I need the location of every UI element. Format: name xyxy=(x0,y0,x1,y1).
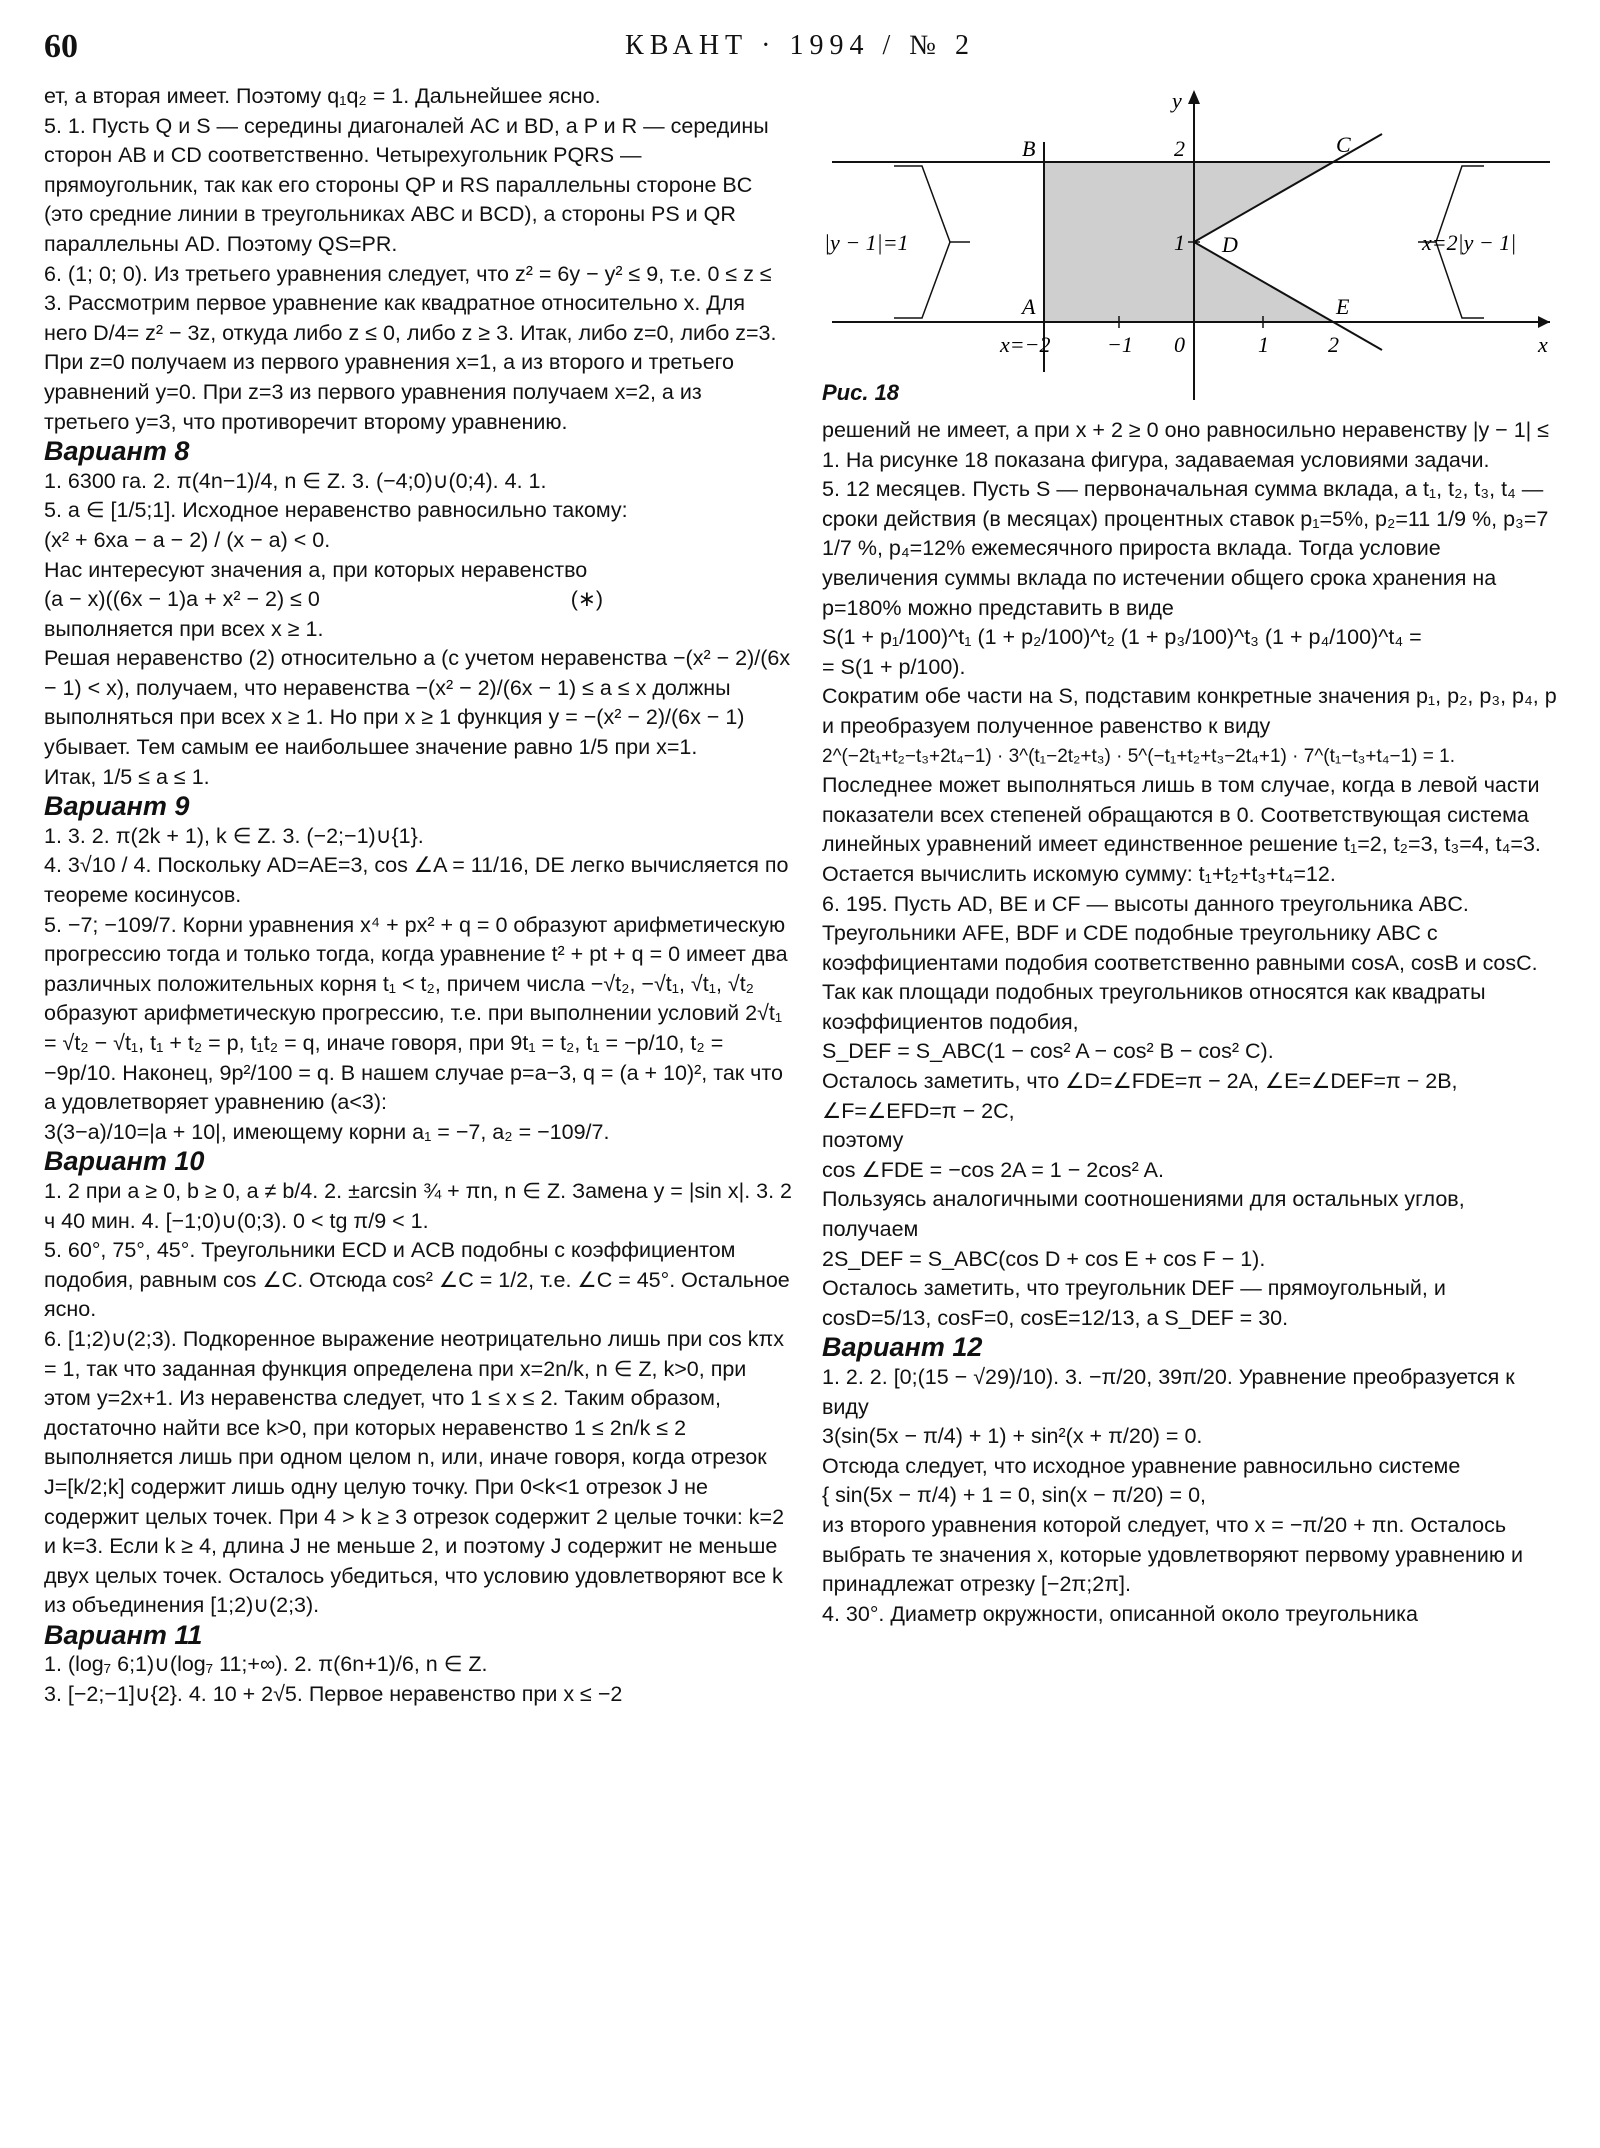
paragraph: Отсюда следует, что исходное уравнение равносильно системе xyxy=(822,1453,1461,1478)
paragraph: Пользуясь аналогичными соотношениями для остальных углов, получаем xyxy=(822,1187,1465,1242)
section-heading: Вариант 11 xyxy=(44,1619,203,1650)
label-y-axis: y xyxy=(1172,88,1182,113)
paragraph: 5. 12 месяцев. Пусть S — первоначальная сумма вклада, а t₁, t₂, t₃, t₄ — сроки действия (в месяцах) процентных ставок p₁=5%, p₂=11 1/9 %, p₃=7 1/7 %, p₄=12% ежемесячного прироста вклада. Тогда условие увеличения суммы вклада по истечении общего срока хранения на p=180% можно представить в виде xyxy=(822,477,1549,620)
label-a: A xyxy=(1022,294,1036,319)
paragraph: 6. (1; 0; 0). Из третьего уравнения следует, что z² = 6y − y² ≤ 9, т.е. 0 ≤ z ≤ 3. Рассмотрим первое уравнение как квадратное относительно x. Для него D/4= z² − 3z, откуда либо z ≤ 0, либо z ≥ 3. Итак, либо z=0, либо z=3. При z=0 получаем из первого уравнения x=1, а из второго и третьего уравнений y=0. При z=3 из первого уравнения получаем x=2, а из третьего y=3, что противоречит второму уравнению. xyxy=(44,261,777,434)
section-heading: Вариант 12 xyxy=(822,1332,983,1363)
label-one-y: 1 xyxy=(1174,230,1185,255)
label-d: D xyxy=(1222,232,1238,257)
paragraph: 1. 2 при a ≥ 0, b ≥ 0, a ≠ b/4. 2. ±arcsin ¾ + πn, n ∈ Z. Замена y = |sin x|. 3. 2 ч 40 мин. 4. [−1;0)∪(0;3). 0 < tg π/9 < 1. xyxy=(44,1178,793,1233)
paragraph: 5. 1. Пусть Q и S — середины диагоналей AC и BD, a P и R — середины сторон AB и CD соответственно. Четырехугольник PQRS — прямоугольник, так как его стороны QP и RS параллельны стороне BC (это средние линии в треугольниках ABC и BCD), а стороны PS и QR параллельны AD. Поэтому QS=PR. xyxy=(44,113,769,256)
label-x-minus-1: −1 xyxy=(1107,332,1133,357)
y-axis-arrow xyxy=(1188,90,1200,104)
figure-18 xyxy=(822,82,1560,482)
section-heading: Вариант 9 xyxy=(44,791,190,822)
label-x-axis: x xyxy=(1538,332,1548,357)
formula: cos ∠FDE = −cos 2A = 1 − 2cos² A. xyxy=(822,1157,1164,1182)
paragraph: Итак, 1/5 ≤ a ≤ 1. xyxy=(44,764,210,789)
paragraph: Решая неравенство (2) относительно a (с учетом неравенства −(x² − 2)/(6x − 1) < x), получаем, что неравенства −(x² − 2)/(6x − 1) ≤ a ≤ x должны выполняться при всех x ≥ 1. Но при x ≥ 1 функция y = −(x² − 2)/(6x − 1) убывает. Тем самым ее наибольшее значение равно 1/5 при x=1. xyxy=(44,646,791,760)
paragraph: 3. [−2;−1]∪{2}. 4. 10 + 2√5. Первое неравенство при x ≤ −2 xyxy=(44,1682,623,1707)
label-eq-left: |y − 1|=1 xyxy=(824,230,909,255)
paragraph: 1. 6300 га. 2. π(4n−1)/4, n ∈ Z. 3. (−4;0)∪(0;4). 4. 1. xyxy=(44,468,547,493)
label-x-1: 1 xyxy=(1258,332,1269,357)
journal-title: КВАНТ · 1994 / № 2 xyxy=(625,30,975,61)
left-column xyxy=(44,82,792,1710)
paragraph: 1. 3. 2. π(2k + 1), k ∈ Z. 3. (−2;−1)∪{1}. xyxy=(44,823,424,848)
formula: { sin(5x − π/4) + 1 = 0, sin(x − π/20) = 0, xyxy=(822,1483,1207,1508)
x-axis-arrow xyxy=(1538,316,1550,328)
formula: 2^(−2t₁+t₂−t₃+2t₄−1) · 3^(t₁−2t₂+t₃) · 5^(−t₁+t₂+t₃−2t₄+1) · 7^(t₁−t₃+t₄−1) = 1. xyxy=(822,745,1455,767)
label-e: E xyxy=(1336,294,1350,319)
right-column xyxy=(822,82,1560,1629)
paragraph: 1. (log₇ 6;1)∪(log₇ 11;+∞). 2. π(6n+1)/6, n ∈ Z. xyxy=(44,1652,488,1677)
paragraph: 4. 30°. Диаметр окружности, описанной около треугольника xyxy=(822,1601,1418,1626)
paragraph: Сократим обе части на S, подставим конкретные значения p₁, p₂, p₃, p₄, p и преобразуем полученное равенство к виду xyxy=(822,684,1557,738)
formula: 2S_DEF = S_ABC(cos D + cos E + cos F − 1). xyxy=(822,1246,1266,1271)
label-zero: 0 xyxy=(1174,332,1185,357)
paragraph: 1. 2. 2. [0;(15 − √29)/10). 3. −π/20, 39π/20. Уравнение преобразуется к виду xyxy=(822,1365,1515,1419)
label-eq-right: x=2|y − 1| xyxy=(1422,230,1517,255)
paragraph: 5. −7; −109/7. Корни уравнения x⁴ + px² + q = 0 образуют арифметическую прогрессию тогда и только тогда, когда уравнение t² + pt + q = 0 имеет два различных положительных корня t₁ < t₂, причем числа −√t₂, −√t₁, √t₁, √t₂ образуют арифметическую прогрессию, т.е. при выполнении условий 2√t₁ = √t₂ − √t₁, t₁ + t₂ = p, t₁t₂ = q, иначе говоря, при 9t₁ = t₂, t₁ = −p/10, t₂ = −9p/10. Наконец, 9p²/100 = q. В нашем случае p=a−3, q = (a + 10)², так что a удовлетворяет уравнению (a<3): xyxy=(44,912,788,1115)
paragraph: 5. 60°, 75°, 45°. Треугольники ECD и ACB подобны с коэффициентом подобия, равным cos ∠C. Отсюда cos² ∠C = 1/2, т.е. ∠C = 45°. Остальное ясно. xyxy=(44,1238,790,1322)
paragraph: ет, а вторая имеет. Поэтому q₁q₂ = 1. Дальнейшее ясно. xyxy=(44,84,601,108)
paragraph: 6. [1;2)∪(2;3). Подкоренное выражение неотрицательно лишь при cos kπx = 1, так что заданная функция определена при x=2n/k, n ∈ Z, k>0, при этом y=2x+1. Из неравенства следует, что 1 ≤ x ≤ 2. Таким образом, достаточно найти все k>0, при которых неравенство 1 ≤ 2n/k ≤ 2 выполняется лишь при одном целом n, или, иначе говоря, когда отрезок J=[k/2;k] содержит лишь одну целую точку. При 0<k<1 отрезок J не содержит целых точек. При 4 > k ≥ 3 отрезок содержит 2 целые точки: k=2 и k=3. Если k ≥ 4, длина J не меньше 2, и поэтому J содержит не меньше двух целых точек. Осталось убедиться, что условию удовлетворяют все k из объединения [1;2)∪(2;3). xyxy=(44,1326,785,1618)
formula: (a − x)((6x − 1)a + x² − 2) ≤ 0 (∗) xyxy=(44,587,604,612)
figure-caption: Рис. 18 xyxy=(822,380,900,405)
section-heading: Вариант 8 xyxy=(44,436,190,467)
paragraph: Последнее может выполняться лишь в том случае, когда в левой части показатели всех степеней обращаются в 0. Соответствующая система линейных уравнений имеет единственное решение t₁=2, t₂=3, t₃=4, t₄=3. Остается вычислить искомую сумму: t₁+t₂+t₃+t₄=12. xyxy=(822,773,1541,886)
paragraph: Нас интересуют значения a, при которых неравенство xyxy=(44,557,588,582)
label-c: C xyxy=(1336,132,1351,157)
paragraph: Осталось заметить, что ∠D=∠FDE=π − 2A, ∠E=∠DEF=π − 2B, ∠F=∠EFD=π − 2C, xyxy=(822,1069,1458,1123)
paragraph: поэтому xyxy=(822,1128,904,1153)
formula: S_DEF = S_ABC(1 − cos² A − cos² B − cos² C). xyxy=(822,1039,1274,1064)
paragraph: из второго уравнения которой следует, что x = −π/20 + πn. Осталось выбрать те значения x, которые удовлетворяют первому уравнению и принадлежат отрезку [−2π;2π]. xyxy=(822,1512,1523,1597)
paragraph: 6. 195. Пусть AD, BE и CF — высоты данного треугольника ABC. Треугольники AFE, BDF и CDE подобные треугольнику ABC с коэффициентами подобия соответственно равными cosA, cosB и cosC. Так как площади подобных треугольников относятся как квадраты коэффициентов подобия, xyxy=(822,891,1538,1034)
formula: 3(sin(5x − π/4) + 1) + sin²(x + π/20) = 0. xyxy=(822,1424,1203,1449)
label-b: B xyxy=(1022,136,1036,161)
formula: (x² + 6xa − a − 2) / (x − a) < 0. xyxy=(44,527,331,552)
formula: = S(1 + p/100). xyxy=(822,654,966,679)
paragraph: Осталось заметить, что треугольник DEF — прямоугольный, и cosD=5/13, cosF=0, cosE=12/13, а S_DEF = 30. xyxy=(822,1276,1446,1330)
page-number: 60 xyxy=(44,28,78,65)
section-heading: Вариант 10 xyxy=(44,1146,205,1177)
paragraph: 4. 3√10 / 4. Поскольку AD=AE=3, cos ∠A = 11/16, DE легко вычисляется по теореме косинусов. xyxy=(44,853,789,908)
label-two-y: 2 xyxy=(1174,136,1185,161)
paragraph: 5. a ∈ [1/5;1]. Исходное неравенство равносильно такому: xyxy=(44,498,628,523)
label-x-2: 2 xyxy=(1328,332,1339,357)
paragraph: выполняется при всех x ≥ 1. xyxy=(44,616,324,641)
paragraph: 3(3−a)/10=|a + 10|, имеющему корни a₁ = −7, a₂ = −109/7. xyxy=(44,1119,610,1144)
formula: S(1 + p₁/100)^t₁ (1 + p₂/100)^t₂ (1 + p₃/100)^t₃ (1 + p₄/100)^t₄ = xyxy=(822,625,1422,650)
paragraph: решений не имеет, а при x + 2 ≥ 0 оно равносильно неравенству |y − 1| ≤ 1. На рисунке 18 показана фигура, задаваемая условиями задачи. xyxy=(822,418,1550,472)
label-x-minus-2: x=−2 xyxy=(1000,332,1051,357)
region-plot xyxy=(822,82,1560,412)
